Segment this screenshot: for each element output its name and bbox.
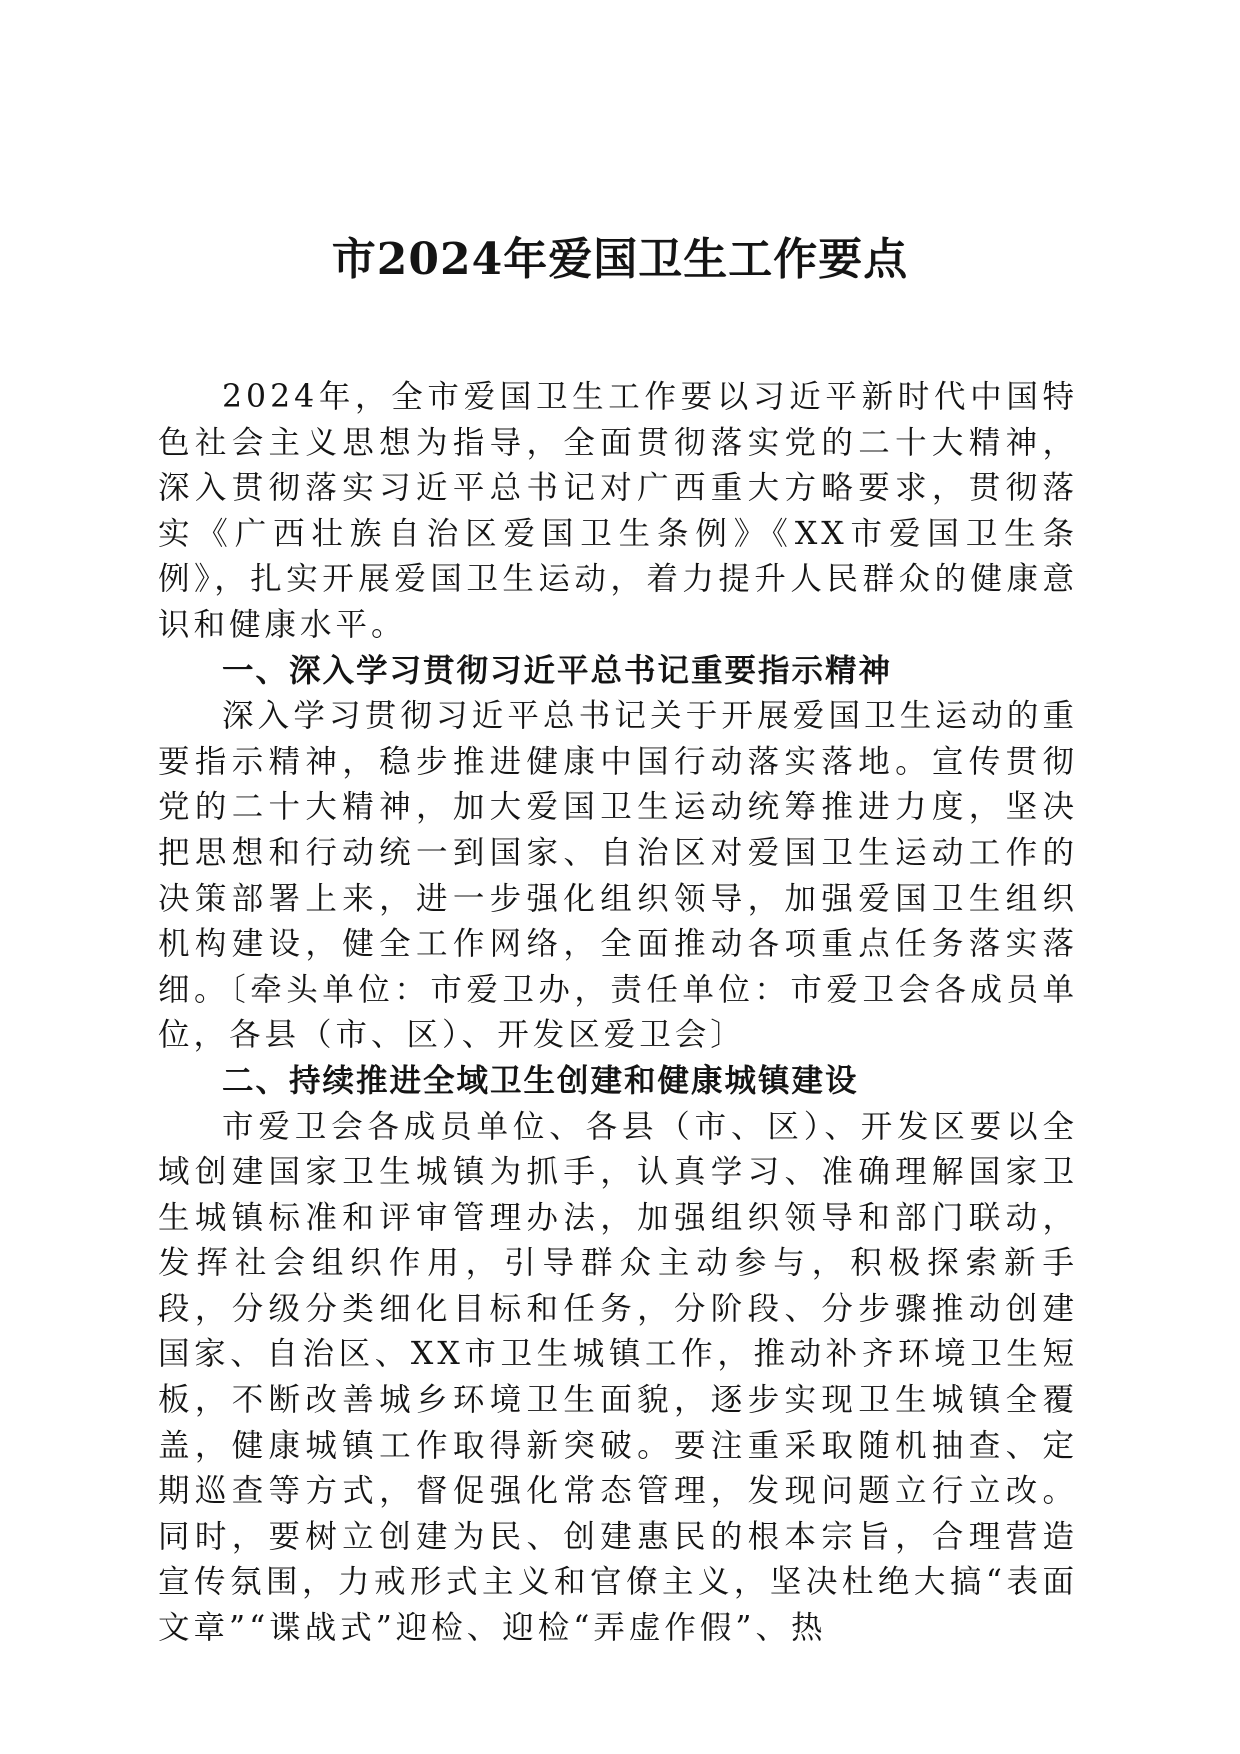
section-2-heading: 二、持续推进全域卫生创建和健康城镇建设 [222,1062,859,1099]
section-2-paragraph: 市爱卫会各成员单位、各县（市、区）、开发区要以全域创建国家卫生城镇为抓手，认真学习、准确理解国家卫生城镇标准和评审管理办法，加强组织领导和部门联动，发挥社会组织作用，引导群众主动参与，积极探索新手段，分级分类细化目标和任务，分阶段、分步骤推动创建国家、自治区、XX市卫生城镇工作，推动补齐环境卫生短板，不断改善城乡环境卫生面貌，逐步实现卫生城镇全覆盖，健康城镇工作取得新突破。要注重采取随机抽查、定期巡查等方式，督促强化常态管理，发现问题立行立改。同时，要树立创建为民、创建惠民的根本宗旨，合理营造宣传氛围，力戒形式主义和官僚主义，坚决杜绝大搞“表面文章”“谍战式”迎检、迎检“弄虚作假”、热 [158,1108,1078,1647]
section-1-paragraph: 深入学习贯彻习近平总书记关于开展爱国卫生运动的重要指示精神，稳步推进健康中国行动落实落地。宣传贯彻党的二十大精神，加大爱国卫生运动统筹推进力度，坚决把思想和行动统一到国家、自治区对爱国卫生运动工作的决策部署上来，进一步强化组织领导，加强爱国卫生组织机构建设，健全工作网络，全面推动各项重点任务落实落细。〔牵头单位：市爱卫办，责任单位：市爱卫会各成员单位，各县（市、区）、开发区爱卫会〕 [158,698,1078,1054]
intro-paragraph: 2024年，全市爱国卫生工作要以习近平新时代中国特色社会主义思想为指导，全面贯彻落实党的二十大精神，深入贯彻落实习近平总书记对广西重大方略要求，贯彻落实《广西壮族自治区爱国卫生条例》《XX市爱国卫生条例》，扎实开展爱国卫生运动，着力提升人民群众的健康意识和健康水平。 [158,379,1078,643]
section-1-heading: 一、深入学习贯彻习近平总书记重要指示精神 [222,652,893,689]
document-body [158,375,1078,1652]
document-title: 市2024年爱国卫生工作要点 [331,234,909,285]
